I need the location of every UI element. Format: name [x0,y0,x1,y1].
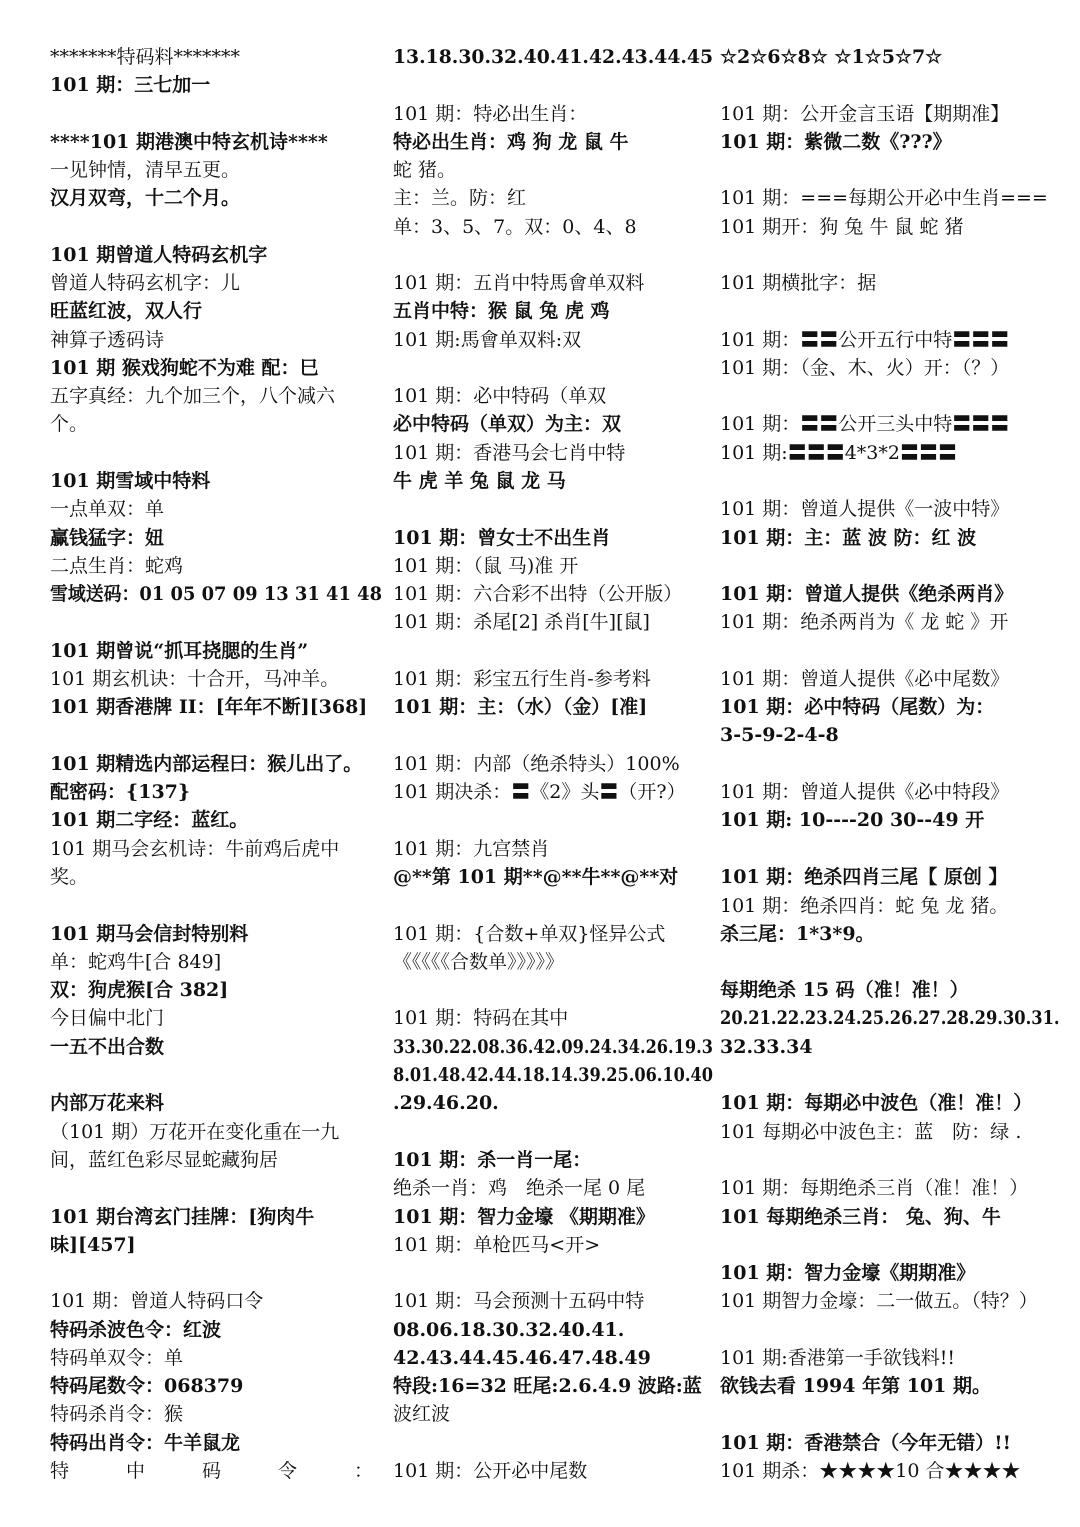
col1-line-11: 个。 [50,413,89,435]
col1-line-33: 101 期台湾玄门挂牌：[狗肉牛 [50,1206,315,1228]
col3-line-20: 101 期：绝杀四肖：蛇 兔 龙 猪。 [720,895,1009,917]
col1-line-27: 双：狗虎猴[合 382] [50,979,229,1001]
col3-line-23: 20.21.22.23.24.25.26.27.28.29.30.31. [720,1007,1060,1029]
col1-line-38: 特码尾数令：068379 [50,1375,244,1397]
col3-line-25: 101 期：每期必中波色（准！准！） [720,1092,1033,1114]
col2-line-10: 必中特码（单双）为主：双 [393,413,622,435]
col1-line-5: 101 期曾道人特码玄机字 [50,244,268,266]
col3-line-4: 101 期开：狗 兔 牛 鼠 蛇 猪 [720,216,964,238]
col2-line-1: 101 期：特必出生肖： [393,103,588,125]
col1-line-22: 101 期二字经：蓝红。 [50,809,249,831]
col3-line-0: ☆2☆6☆8☆ ☆1☆5☆7☆ [720,46,943,68]
col1-line-18: 101 期玄机诀：十合开，马冲羊。 [50,668,340,690]
col2-line-17: 101 期：彩宝五行生肖-参考料 [393,668,651,690]
col3-line-13: 101 期：绝杀两肖为《 龙 蛇 》开 [720,611,1009,633]
col1-line-14: 赢钱猛字：妞 [50,527,165,549]
col1-line-26: 单：蛇鸡牛[合 849] [50,951,222,973]
col2-line-35: 42.43.44.45.46.47.48.49 [393,1347,651,1369]
col2-line-8: 101 期:馬會单双料:双 [393,329,582,351]
col3-line-21: 杀三尾：1*3*9。 [720,923,875,945]
col3-line-30: 101 期智力金壕：二一做五。（特？） [720,1290,1038,1312]
col3-line-2: 101 期：紫微二数《???》 [720,131,952,153]
col3-line-18: 101 期: 10----20 30--49 开 [720,809,985,831]
col1-line-29: 一五不出合数 [50,1036,165,1058]
col3-line-29: 101 期：智力金壕《期期准》 [720,1262,976,1284]
col2-line-21: 101 期：九宫禁肖 [393,838,550,860]
col3-line-5: 101 期横批字：据 [720,272,877,294]
col3-line-3: 101 期：===每期公开必中生肖=== [720,187,1048,209]
col2-line-29: 101 期：杀一肖一尾： [393,1149,592,1171]
col1-line-3: 一见钟情，清早五更。 [50,159,241,181]
col1-line-30: 内部万花来料 [50,1092,165,1114]
col2-line-4: 主：兰。防：红 [393,187,527,209]
col3-line-11: 101 期：主：蓝 波 防：红 波 [720,527,977,549]
col1-line-32: 间，蓝红色彩尽显蛇藏狗居 [50,1149,279,1171]
col3-line-34: 101 期杀：★★★★10 合★★★★ [720,1460,1021,1482]
col1-line-34: 味][457] [50,1234,136,1256]
col3-line-33: 101 期：香港禁合（今年无错）!! [720,1432,1011,1454]
col3-line-1: 101 期：公开金言玉语【期期准】 [720,103,1010,125]
col1-line-15: 二点生肖：蛇鸡 [50,555,184,577]
col1-line-13: 一点单双：单 [50,498,165,520]
col1-line-36: 特码杀波色令：红波 [50,1319,222,1341]
col3-line-14: 101 期：曾道人提供《必中尾数》 [720,668,1010,690]
col2-line-38: 101 期：公开必中尾数 [393,1460,588,1482]
col2-line-24: 《《《《《合数单》》》》》 [393,951,565,973]
col2-line-22: @**第 101 期**@**牛**@**对 [393,866,679,888]
col1-line-35: 101 期：曾道人特码口令 [50,1290,264,1312]
col2-line-5: 单：3、5、7。双：0、4、8 [393,216,637,238]
col3-line-12: 101 期：曾道人提供《绝杀两肖》 [720,583,1014,605]
col2-line-6: 101 期：五肖中特馬會单双料 [393,272,645,294]
col2-line-37: 波红波 [393,1403,451,1425]
col3-line-28: 101 每期绝杀三肖： 兔、狗、牛 [720,1206,1001,1228]
col1-line-8: 神算子透码诗 [50,329,165,351]
col2-line-26: 33.30.22.08.36.42.09.24.34.26.19.3 [393,1036,713,1058]
col3-line-27: 101 期：每期绝杀三肖（准！准！） [720,1177,1029,1199]
col1-line-24: 奖。 [50,866,89,888]
col1-line-28: 今日偏中北门 [50,1007,165,1029]
col2-line-11: 101 期：香港马会七肖中特 [393,442,626,464]
col2-line-23: 101 期：{合数+单双}怪异公式 [393,923,666,945]
col1-line-12: 101 期雪域中特料 [50,470,211,492]
col1-line-41: 特 中 码 令 ： [50,1460,374,1482]
col1-line-20: 101 期精选内部运程曰：猴儿出了。 [50,753,363,775]
col2-line-3: 蛇 猪。 [393,159,457,181]
col3-line-16: 3-5-9-2-4-8 [720,724,839,746]
col2-line-20: 101 期决杀：〓《2》头〓（开?） [393,781,686,803]
col2-line-7: 五肖中特：猴 鼠 兔 虎 鸡 [393,300,610,322]
col1-line-37: 特码单双令：单 [50,1347,184,1369]
col3-line-19: 101 期：绝杀四肖三尾【 原创 】 [720,866,1008,888]
col2-line-15: 101 期：六合彩不出特（公开版） [393,583,683,605]
col2-line-13: 101 期：曾女士不出生肖 [393,527,611,549]
col2-line-14: 101 期：（鼠 马)准 开 [393,555,579,577]
col2-line-12: 牛 虎 羊 兔 鼠 龙 马 [393,470,566,492]
col1-line-21: 配密码：{137} [50,781,191,803]
col2-line-9: 101 期：必中特码（单双 [393,385,607,407]
col2-line-0: 13.18.30.32.40.41.42.43.44.45 [393,46,714,68]
col2-line-2: 特必出生肖：鸡 狗 龙 鼠 牛 [393,131,629,153]
col1-line-2: ****101 期港澳中特玄机诗**** [50,131,328,153]
col3-line-32: 欲钱去看 1994 年第 101 期。 [720,1375,992,1397]
col1-line-9: 101 期 猴戏狗蛇不为难 配：巳 [50,357,319,379]
col1-line-16: 雪域送码：01 05 07 09 13 31 41 48 [50,583,383,605]
col3-line-17: 101 期：曾道人提供《必中特段》 [720,781,1010,803]
col1-line-17: 101 期曾说“抓耳挠腮的生肖” [50,640,309,662]
col2-line-31: 101 期：智力金壕 《期期准》 [393,1206,655,1228]
col3-line-10: 101 期：曾道人提供《一波中特》 [720,498,1010,520]
col1-line-39: 特码杀肖令：猴 [50,1403,184,1425]
col2-line-28: .29.46.20. [393,1092,499,1114]
col1-line-19: 101 期香港牌 II：[年年不断][368] [50,696,368,718]
col1-line-25: 101 期马会信封特别料 [50,923,249,945]
col3-line-6: 101 期：〓〓公开五行中特〓〓〓 [720,329,1010,351]
col2-line-27: 8.01.48.42.44.18.14.39.25.06.10.40 [393,1064,713,1086]
col3-line-9: 101 期:〓〓〓4*3*2〓〓〓 [720,442,957,464]
col1-line-4: 汉月双弯，十二个月。 [50,187,241,209]
col1-line-23: 101 期马会玄机诗：牛前鸡后虎中 [50,838,340,860]
col3-line-15: 101 期：必中特码（尾数）为： [720,696,995,718]
col3-line-31: 101 期:香港第一手欲钱料!! [720,1347,955,1369]
col2-line-25: 101 期：特码在其中 [393,1007,569,1029]
col2-line-32: 101 期：单枪匹马<开> [393,1234,601,1256]
col2-line-36: 特段:16=32 旺尾:2.6.4.9 波路:蓝 [393,1375,702,1397]
col3-line-8: 101 期：〓〓公开三头中特〓〓〓 [720,413,1010,435]
col2-line-19: 101 期：内部（绝杀特头）100% [393,753,680,775]
col2-line-18: 101 期：主：（水）（金）[准] [393,696,648,718]
col1-line-0: *******特码料******* [50,46,241,68]
col1-line-40: 特码出肖令：牛羊鼠龙 [50,1432,241,1454]
col3-line-26: 101 每期必中波色主：蓝 防：绿 . [720,1121,1022,1143]
col1-line-1: 101 期：三七加一 [50,74,211,96]
col3-line-7: 101 期：（金、木、火）开：（？） [720,357,1010,379]
col3-line-22: 每期绝杀 15 码（准！准！） [720,979,969,1001]
col1-line-31: （101 期）万花开在变化重在一九 [50,1121,340,1143]
col2-line-16: 101 期：杀尾[2] 杀肖[牛][鼠] [393,611,650,633]
col1-line-7: 旺蓝红波，双人行 [50,300,203,322]
col1-line-10: 五字真经：九个加三个，八个减六 [50,385,336,407]
col2-line-34: 08.06.18.30.32.40.41. [393,1319,625,1341]
col1-line-6: 曾道人特码玄机字：儿 [50,272,241,294]
col3-line-24: 32.33.34 [720,1036,813,1058]
col2-line-30: 绝杀一肖：鸡 绝杀一尾 0 尾 [393,1177,646,1199]
col2-line-33: 101 期：马会预测十五码中特 [393,1290,645,1312]
